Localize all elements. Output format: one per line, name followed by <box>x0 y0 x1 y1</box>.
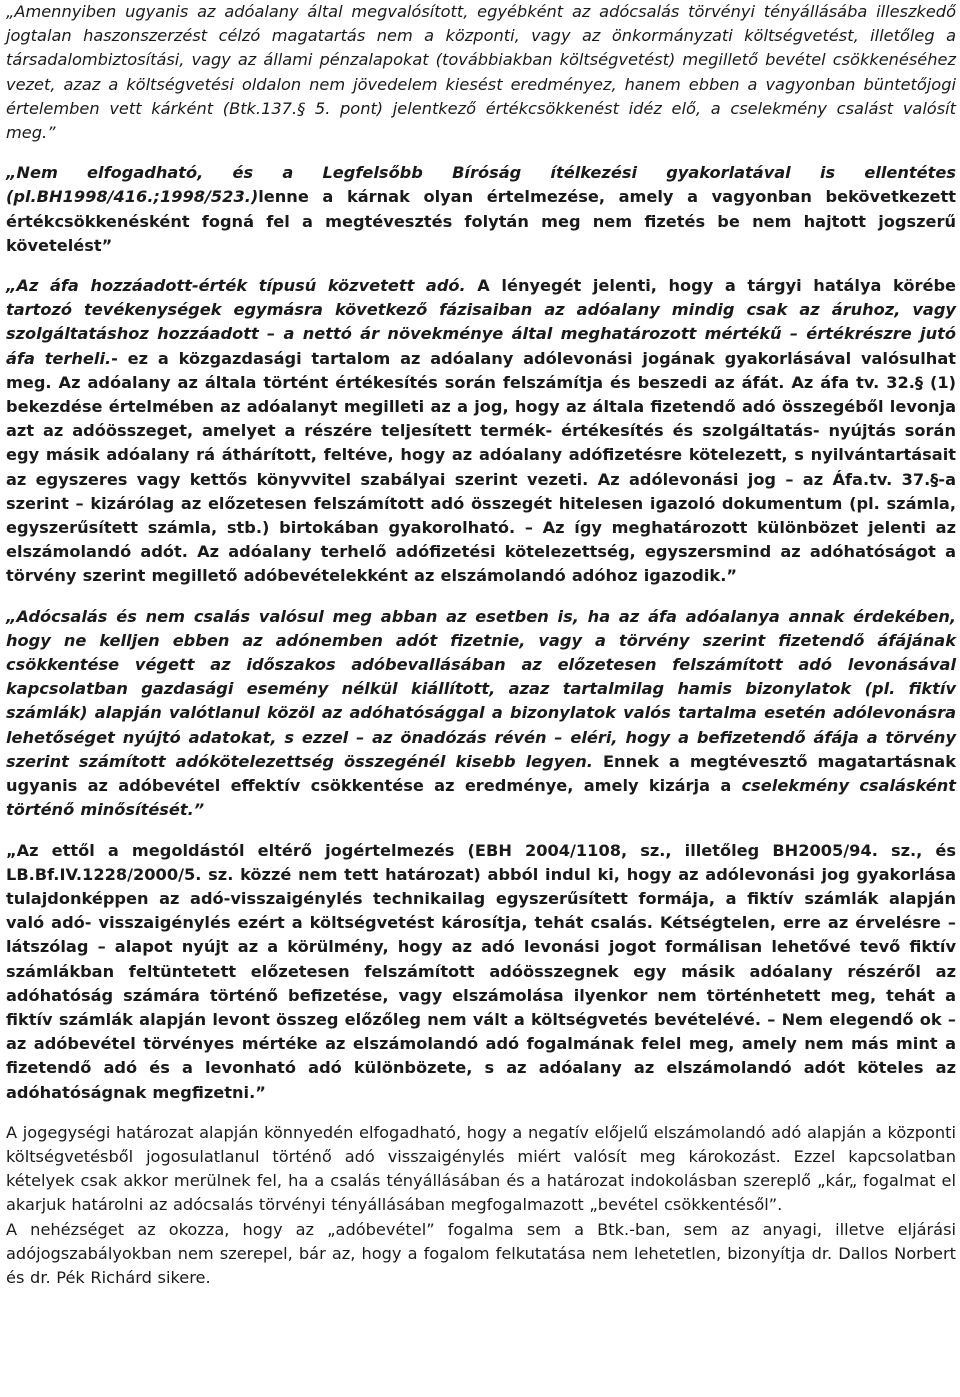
quote-text: - ez a közgazdasági tartalom az adóalany adólevonási jogának gyakorlásával valósulhat meg. Az adóalany az általa történt értékesítés során felszámítja és beszedi az áfát. Az áfa tv. 32.§ (1) bekezdése értelmében az adóalanyt megilleti az a jog, hogy az általa fizetendő adó összegéből levonja azt az adóösszeget, amelyet a részére teljesített termék- értékesítés és szolgáltatás- nyújtás során egy másik adóalany rá áthárított, feltéve, hogy az adóalany adófizetésre kötelezett, s nyilvántartásait az egyszeres vagy kettős könyvvitel szabályai szerint vezeti. Az adólevonási jog – az Áfa.tv. 37.§-a szerint – kizárólag az előzetesen felszámított adó összegét hitelesen igazoló dokumentum (pl. számla, egyszerűsített számla, stb.) birtokában gyakorolható. – Az így meghatározott különbözet jelenti az elszámolandó adót. Az adóalany terhelő adófizetési kötelezettség, egyszersmind az adóhatóságot a törvény szerint megillető adóbevételekként az elszámolandó adóhoz igazodik.” <box>6 348 956 586</box>
quote-paragraph-5 <box>6 839 956 1105</box>
quote-paragraph-4 <box>6 605 956 823</box>
quote-paragraph-3 <box>6 274 956 589</box>
quote-paragraph-1 <box>6 0 956 145</box>
quote-paragraph-2 <box>6 161 956 258</box>
body-text: A nehézséget az okozza, hogy az „adóbevétel” fogalma sem a Btk.-ban, sem az anyagi, illetve eljárási adójogszabályokban nem szerepel, bár az, hogy a fogalom felkutatása nem lehetetlen, bizonyítja dr. Dallos Norbert és dr. Pék Richárd sikere. <box>6 1219 956 1287</box>
body-paragraph-1 <box>6 1121 956 1218</box>
quote-text-emphasis: cselekmény csalásként történő minősítését.” <box>6 776 957 820</box>
quote-text: lenne a kárnak olyan értelmezése, amely a vagyonban bekövetkezett értékcsökkenésként fogná fel a megtévesztés folytán meg nem fizetés be nem hajtott jogszerű követelést” <box>6 187 956 255</box>
quote-text-emphasis: tartozó tevékenységek egymásra következő fázisaiban az adóalany mindig csak az áruhoz, vagy szolgáltatáshoz hozzáadott – a nettó ár növekménye által meghatározott mértékű – értékrészre jutó áfa terheli. <box>6 300 956 368</box>
body-text: A jogegységi határozat alapján könnyedén elfogadható, hogy a negatív előjelű elszámolandó adó alapján a központi költségvetésből jogosulatlanul történő adó visszaigénylés miért valósít meg károkozást. Ezzel kapcsolatban kételyek csak akkor merülnek fel, ha a csalás tényállásában és a határozat indokolásban szereplő „kár„ fogalmat el akarjuk határolni az adócsalás törvényi tényállásában megfogalmazott „bevétel csökkentésől”. <box>6 1122 956 1215</box>
quote-text: Ennek a megtévesztő magatartásnak ugyanis az adóbevétel effektív csökkentése az eredménye, amely kizárja a <box>6 751 956 796</box>
quote-text: „Amennyiben ugyanis az adóalany által megvalósított, egyébként az adócsalás törvényi tényállásába illeszkedő jogtalan haszonszerzést célzó magatartás nem a központi, vagy az önkormányzati költségvetést, illetőleg a társadalombiztosítási, vagy az állami pénzalapokat (továbbiakban költségvetést) megillető bevétel csökkenéséhez vezet, azaz a költségvetési oldalon nem jövedelem kiesést eredményez, hanem ebben a vagyonban büntetőjogi értelemben vett kárként (Btk.137.§ 5. pont) jelentkező értékcsökkenést idéz elő, a cselekmény csalást valósít meg.” <box>6 2 956 143</box>
quote-text-emphasis: „Adócsalás és nem csalás valósul meg abban az esetben is, ha az áfa adóalanya annak érdekében, hogy ne kelljen ebben az adónemben adót fizetnie, vagy a törvény szerint fizetendő áfájának csökkentése végett az időszakos adóbevallásában az előzetesen felszámított adó levonásával kapcsolatban gazdasági esemény nélkül kiállított, azaz tartalmilag hamis bizonylatok (pl. fiktív számlák) alapján valótlanul közöl az adóhatósággal a bizonylatok valós tartalma esetén adólevonásra lehetőséget nyújtó adatokat, s ezzel – az önadózás révén – eléri, hogy a befizetendő áfája a törvény szerint számított adókötelezettség összegénél kisebb legyen. <box>6 606 956 771</box>
quote-text-emphasis: „Az áfa hozzáadott-érték típusú közvetett adó. <box>6 276 466 296</box>
quote-text: „Az ettől a megoldástól eltérő jogértelmezés (EBH 2004/1108, sz., illetőleg BH2005/94. sz., és LB.Bf.IV.1228/2000/5. sz. közzé nem tett határozat) abból indul ki, hogy az adólevonási jog gyakorlása tulajdonképpen az adó-visszaigénylés technikailag egyszerűsített formája, a fiktív számlák alapján való adó- visszaigénylés ezért a költségvetést károsítja, tehát csalás. Kétségtelen, erre az érvelésre – látszólag – alapot nyújt az a körülmény, hogy az adó levonási jogot formálisan lehetővé tevő fiktív számlákban feltüntetett előzetesen felszámított adóösszegnek egy másik adóalany részéről az adóhatóság számára történő befizetése, vagy elszámolása ilyenkor nem történhetett meg, tehát a fiktív számlák alapján levont összeg előzőleg nem vált a költségvetés bevételévé. – Nem elegendő ok – az adóbevétel törvényes mértéke az elszámolandó adó fogalmának felel meg, amely nem más mint a fizetendő adó és a levonható adó különbözete, s az adóalany az elszámolandó adót köteles az adóhatóságnak megfizetni.” <box>6 840 956 1102</box>
body-paragraph-2 <box>6 1218 956 1291</box>
quote-text: A lényegét jelenti, hogy a tárgyi hatálya körébe <box>465 276 957 296</box>
quote-text-emphasis: „Nem elfogadható, és a Legfelsőbb Bíróság ítélkezési gyakorlatával is ellentétes (pl.BH1998/416.;1998/523.) <box>6 163 956 207</box>
